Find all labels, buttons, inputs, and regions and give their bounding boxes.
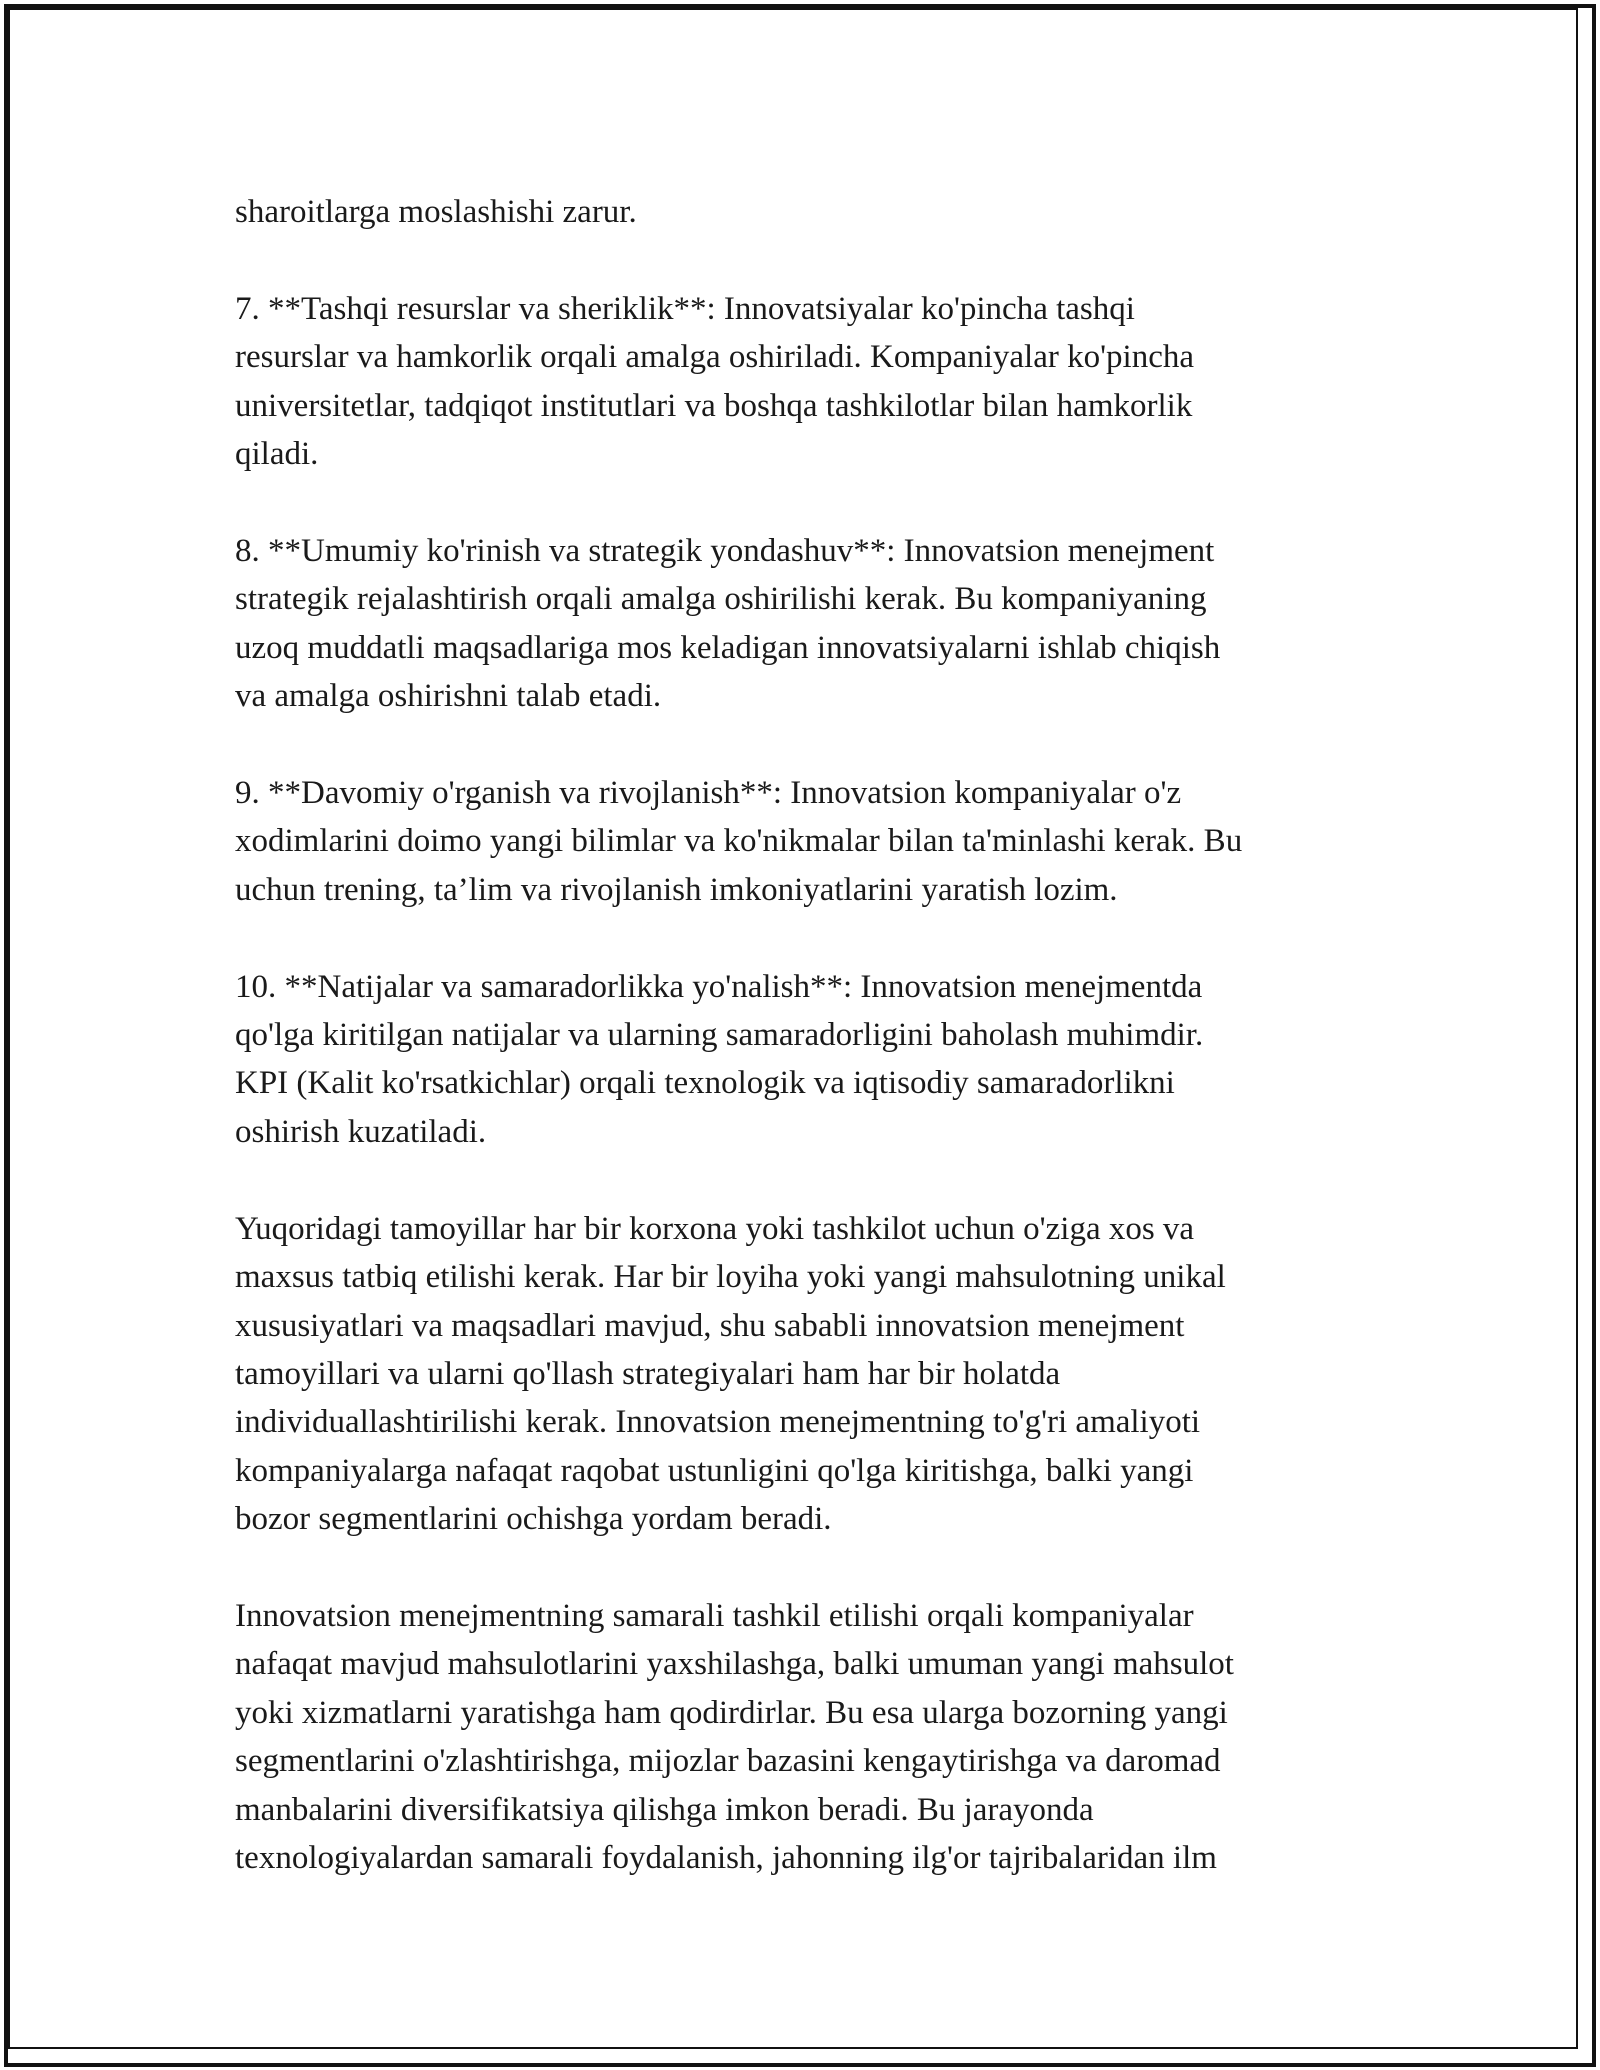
text-line: uzoq muddatli maqsadlariga mos keladigan innovatsiyalarni ishlab chiqish bbox=[235, 629, 1221, 666]
text-line: qiladi. bbox=[235, 436, 319, 473]
text-line: segmentlarini o'zlashtirishga, mijozlar bazasini kengaytirishga va daromad bbox=[235, 1743, 1221, 1780]
paragraph-item-8 bbox=[235, 527, 1375, 721]
text-line: xodimlarini doimo yangi bilimlar va ko'nikmalar bilan ta'minlashi kerak. Bu bbox=[235, 823, 1243, 860]
text-line: yoki xizmatlarni yaratishga ham qodirdirlar. Bu esa ularga bozorning yangi bbox=[235, 1694, 1228, 1731]
text-line: 9. **Davomiy o'rganish va rivojlanish**: Innovatsion kompaniyalar o'z bbox=[235, 775, 1182, 812]
text-line: KPI (Kalit ko'rsatkichlar) orqali texnologik va iqtisodiy samaradorlikni bbox=[235, 1065, 1175, 1102]
paragraph-item-7 bbox=[235, 285, 1375, 479]
text-line: va amalga oshirishni talab etadi. bbox=[235, 678, 662, 715]
text-line: strategik rejalashtirish orqali amalga oshirilishi kerak. Bu kompaniyaning bbox=[235, 581, 1207, 618]
text-line: oshirish kuzatiladi. bbox=[235, 1113, 487, 1150]
paragraph-continuation bbox=[235, 188, 1375, 236]
text-line: Innovatsion menejmentning samarali tashkil etilishi orqali kompaniyalar bbox=[235, 1597, 1194, 1634]
text-line: maxsus tatbiq etilishi kerak. Har bir loyiha yoki yangi mahsulotning unikal bbox=[235, 1259, 1226, 1296]
text-line: tamoyillari va ularni qo'llash strategiyalari ham har bir holatda bbox=[235, 1355, 1061, 1392]
text-line: uchun trening, ta’lim va rivojlanish imkoniyatlarini yaratish lozim. bbox=[235, 871, 1118, 908]
document-body bbox=[235, 188, 1375, 1931]
paragraph-item-10 bbox=[235, 963, 1375, 1157]
text-line: Yuqoridagi tamoyillar har bir korxona yoki tashkilot uchun o'ziga xos va bbox=[235, 1210, 1195, 1247]
text-line: 8. **Umumiy ko'rinish va strategik yondashuv**: Innovatsion menejment bbox=[235, 532, 1215, 569]
text-line: sharoitlarga moslashishi zarur. bbox=[235, 194, 637, 230]
text-line: xususiyatlari va maqsadlari mavjud, shu sababli innovatsion menejment bbox=[235, 1307, 1185, 1344]
text-line: manbalarini diversifikatsiya qilishga imkon beradi. Bu jarayonda bbox=[235, 1791, 1094, 1828]
paragraph-conclusion bbox=[235, 1592, 1375, 1882]
text-line: texnologiyalardan samarali foydalanish, jahonning ilg'or tajribalaridan ilm bbox=[235, 1839, 1217, 1876]
text-line: kompaniyalarga nafaqat raqobat ustunligini qo'lga kiritishga, balki yangi bbox=[235, 1452, 1194, 1489]
text-line: 10. **Natijalar va samaradorlikka yo'nalish**: Innovatsion menejmentda bbox=[235, 968, 1203, 1005]
paragraph-item-9 bbox=[235, 769, 1375, 914]
text-line: universitetlar, tadqiqot institutlari va boshqa tashkilotlar bilan hamkorlik bbox=[235, 387, 1193, 424]
text-line: qo'lga kiritilgan natijalar va ularning samaradorligini baholash muhimdir. bbox=[235, 1017, 1204, 1054]
text-line: 7. **Tashqi resurslar va sheriklik**: Innovatsiyalar ko'pincha tashqi bbox=[235, 290, 1135, 327]
text-line: nafaqat mavjud mahsulotlarini yaxshilashga, balki umuman yangi mahsulot bbox=[235, 1646, 1234, 1683]
text-line: individuallashtirilishi kerak. Innovatsion menejmentning to'g'ri amaliyoti bbox=[235, 1404, 1201, 1441]
text-line: bozor segmentlarini ochishga yordam beradi. bbox=[235, 1501, 832, 1538]
paragraph-summary bbox=[235, 1205, 1375, 1544]
text-line: resurslar va hamkorlik orqali amalga oshiriladi. Kompaniyalar ko'pincha bbox=[235, 339, 1194, 376]
